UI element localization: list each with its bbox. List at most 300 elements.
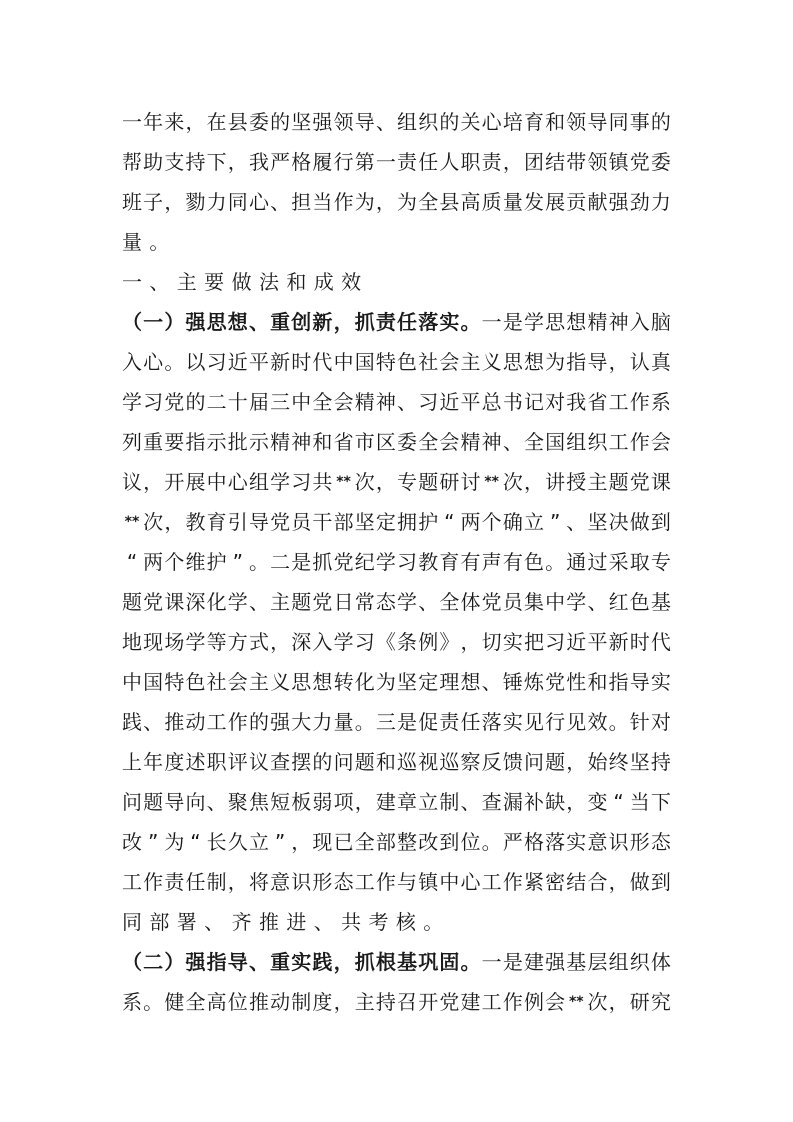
text-char: 系 (122, 990, 142, 1014)
text-char: 子 (143, 190, 164, 214)
bold-text-char: 重 (270, 310, 291, 334)
text-char: 开 (164, 470, 185, 494)
text-char: 的 (185, 390, 206, 414)
paragraph-line (122, 542, 671, 582)
text-char: 劲 (629, 190, 650, 214)
text-char: 巡 (397, 750, 418, 774)
text-char: 召 (397, 990, 418, 1014)
text-char: 持 (650, 750, 671, 774)
text-char: 工 (608, 390, 629, 414)
text-char: 。 (149, 230, 170, 254)
text-char: ， (608, 870, 629, 894)
paragraph-line (122, 502, 671, 542)
text-char: 要 (164, 430, 185, 454)
text-char: 指 (185, 430, 206, 454)
text-char: 会 (227, 670, 248, 694)
bold-text-char: ） (164, 950, 185, 974)
text-char: 会 (333, 390, 354, 414)
text-char: 县 (439, 190, 460, 214)
paragraph-line (122, 342, 671, 382)
text-char: 锤 (502, 670, 523, 694)
text-char: 已 (333, 830, 354, 854)
text-char: 我 (248, 150, 269, 174)
text-char: 行 (545, 710, 566, 734)
text-char: 会 (650, 430, 671, 454)
text-char: 力 (312, 710, 333, 734)
text-char: 一 (375, 150, 396, 174)
text-char: 作 (629, 390, 650, 414)
text-char: 主 (176, 270, 197, 294)
text-char: 声 (481, 550, 502, 574)
text-char: 核 (395, 910, 416, 934)
bold-text-char: 。 (460, 950, 481, 974)
text-char: ** (568, 994, 584, 1010)
text-char: 行 (333, 150, 354, 174)
text-char: 是 (291, 550, 312, 574)
text-char: 部 (333, 510, 354, 534)
text-char: 时 (291, 350, 312, 374)
text-char: 识 (608, 830, 629, 854)
text-char: 力 (650, 190, 671, 214)
text-char: 义 (270, 670, 291, 694)
text-char: 心 (460, 870, 481, 894)
text-char: 焦 (248, 790, 269, 814)
text-char: 、 (397, 390, 418, 414)
text-char: 确 (502, 510, 523, 534)
text-char: 合 (587, 870, 608, 894)
text-char: 学 (523, 310, 544, 334)
text-char: 为 (375, 670, 396, 694)
text-char: 专 (397, 470, 418, 494)
text-char: 识 (291, 870, 312, 894)
text-char: 持 (375, 990, 396, 1014)
paragraph-line (122, 422, 671, 462)
text-char: 取 (629, 550, 650, 574)
text-char: 、 (587, 590, 608, 614)
text-char: 缺 (545, 790, 566, 814)
text-char: 抓 (312, 550, 333, 574)
text-char: 平 (248, 350, 269, 374)
text-char: ， (164, 510, 185, 534)
text-char: 议 (248, 750, 269, 774)
paragraph-line (122, 782, 671, 822)
text-char: 态 (650, 830, 671, 854)
text-char: 思 (291, 670, 312, 694)
text-char: 切 (481, 630, 502, 654)
text-char: ” (232, 550, 243, 574)
text-char: 严 (502, 830, 523, 854)
text-char: 强 (545, 950, 566, 974)
text-char: 党 (439, 990, 460, 1014)
text-char: 学 (270, 470, 291, 494)
text-char: 第 (354, 150, 375, 174)
text-char: 书 (502, 390, 523, 414)
text-char: 查 (270, 750, 291, 774)
text-char: 市 (354, 430, 375, 454)
text-char: 主 (354, 990, 375, 1014)
text-char: 镇 (418, 870, 439, 894)
text-char: 、 (149, 270, 170, 294)
text-char: 结 (566, 870, 587, 894)
paragraph-line (122, 822, 671, 862)
paragraph-line (122, 702, 671, 742)
text-char: 来 (164, 110, 185, 134)
bold-text-char: 固 (439, 950, 460, 974)
text-char: 制 (206, 870, 227, 894)
text-char: 等 (206, 630, 227, 654)
text-char: 进 (286, 910, 307, 934)
paragraph-line (122, 662, 671, 702)
text-char: 、 (481, 670, 502, 694)
text-char: 坚 (354, 510, 375, 534)
text-char: 问 (523, 750, 544, 774)
text-char: 建 (523, 950, 544, 974)
text-char: ， (566, 750, 587, 774)
text-char: 紧 (523, 870, 544, 894)
text-char: 反 (481, 750, 502, 774)
text-char: 馈 (502, 750, 523, 774)
text-char: 板 (291, 790, 312, 814)
text-char: 把 (523, 630, 544, 654)
text-char: 度 (312, 990, 333, 1014)
text-char: 总 (481, 390, 502, 414)
text-char: 助 (143, 150, 164, 174)
text-char: 作 (375, 870, 396, 894)
text-char: 。 (248, 550, 269, 574)
text-char: 精 (460, 430, 481, 454)
text-char: 作 (333, 190, 354, 214)
text-char: 学 (122, 390, 142, 414)
text-char: 维 (185, 550, 206, 574)
text-char: 育 (439, 550, 460, 574)
text-char: 。 (423, 910, 444, 934)
text-char: 一 (122, 110, 142, 134)
paragraph-line (122, 742, 671, 782)
text-char: 会 (439, 350, 460, 374)
text-char: 转 (333, 670, 354, 694)
text-char: “ (613, 790, 624, 814)
text-char: 工 (481, 870, 502, 894)
text-char: 神 (291, 430, 312, 454)
text-char: ， (375, 190, 396, 214)
text-char: 高 (460, 190, 481, 214)
text-char: 义 (481, 350, 502, 374)
text-char: ， (523, 470, 544, 494)
text-char: 化 (206, 590, 227, 614)
text-char: 建 (460, 990, 481, 1014)
text-char: 有 (502, 550, 523, 574)
text-char: 态 (333, 870, 354, 894)
text-char: 认 (629, 350, 650, 374)
bold-text-char: 任 (397, 310, 418, 334)
text-char: 近 (566, 630, 587, 654)
text-char: 强 (608, 190, 629, 214)
text-char: 署 (176, 910, 197, 934)
text-char: 任 (460, 710, 481, 734)
text-char: 问 (333, 750, 354, 774)
text-char: 以 (185, 350, 206, 374)
text-char: 色 (397, 350, 418, 374)
text-char: ， (502, 150, 523, 174)
text-char: 国 (545, 430, 566, 454)
text-char: 展 (545, 190, 566, 214)
text-char: “ (126, 550, 138, 574)
text-char: 结 (545, 150, 566, 174)
text-char: 定 (418, 670, 439, 694)
paragraph-line (122, 942, 671, 982)
text-char: 齐 (231, 910, 252, 934)
text-char: 格 (291, 150, 312, 174)
text-char: 省 (587, 390, 608, 414)
text-char: 题 (143, 790, 164, 814)
text-char: 党 (143, 590, 164, 614)
text-char: 指 (608, 670, 629, 694)
text-char: 组 (397, 110, 418, 134)
text-char: 党 (545, 670, 566, 694)
text-char: 织 (629, 950, 650, 974)
text-char: 动 (185, 710, 206, 734)
text-char: 国 (354, 350, 375, 374)
text-char: 、 (460, 790, 481, 814)
text-char: 性 (566, 670, 587, 694)
bold-text-char: 责 (375, 310, 396, 334)
text-char: 是 (397, 710, 418, 734)
text-char: 讨 (460, 470, 481, 494)
text-char: 采 (608, 550, 629, 574)
bold-text-char: 落 (418, 310, 439, 334)
text-char: 高 (206, 990, 227, 1014)
text-char: 精 (270, 430, 291, 454)
text-char: 色 (629, 590, 650, 614)
text-char: “ (190, 830, 201, 854)
text-char: 动 (270, 990, 291, 1014)
text-char: 为 (354, 190, 375, 214)
text-char: 省 (333, 430, 354, 454)
text-char: 和 (545, 110, 566, 134)
text-char: 讲 (545, 470, 566, 494)
text-char: 记 (523, 390, 544, 414)
text-char: 究 (650, 990, 671, 1014)
text-char: 针 (629, 710, 650, 734)
text-char: 主 (270, 590, 291, 614)
text-char: 导 (587, 110, 608, 134)
text-char: 习 (354, 630, 375, 654)
text-char: 三 (270, 390, 291, 414)
text-char: 会 (545, 990, 566, 1014)
text-char: 见 (523, 710, 544, 734)
text-char: ， (270, 630, 291, 654)
text-char: 发 (523, 190, 544, 214)
paragraph-line (122, 102, 671, 142)
text-char: 促 (418, 710, 439, 734)
text-char: 想 (460, 670, 481, 694)
text-char: 贡 (566, 190, 587, 214)
text-char: 定 (375, 510, 396, 534)
text-char: 展 (185, 470, 206, 494)
section-heading (122, 262, 671, 302)
text-char: 习 (418, 390, 439, 414)
bold-text-char: （ (122, 310, 142, 334)
text-char: 推 (164, 710, 185, 734)
bold-text-char: 基 (397, 950, 418, 974)
text-char: 色 (185, 670, 206, 694)
text-char: 的 (270, 110, 291, 134)
text-char: 题 (545, 750, 566, 774)
text-char: ** (124, 514, 140, 530)
text-char: 全 (354, 830, 375, 854)
text-char: 效 (587, 710, 608, 734)
bold-text-char: 强 (185, 950, 206, 974)
text-char: 题 (354, 750, 375, 774)
text-char: 引 (227, 510, 248, 534)
text-char: 干 (312, 510, 333, 534)
text-char: 责 (397, 150, 418, 174)
text-char: 弱 (312, 790, 333, 814)
text-char: 做 (231, 270, 252, 294)
text-char: 共 (341, 910, 362, 934)
text-char: ** (484, 474, 499, 490)
text-char: 一 (481, 950, 502, 974)
text-char: 领 (566, 110, 587, 134)
text-char: 织 (587, 430, 608, 454)
text-char: ， (185, 110, 206, 134)
bold-text-char: 、 (248, 950, 269, 974)
text-char: 三 (375, 710, 396, 734)
text-char: 会 (439, 430, 460, 454)
text-char: 班 (122, 190, 142, 214)
text-char: ， (164, 190, 185, 214)
bold-text-char: 巩 (418, 950, 439, 974)
text-char: ， (566, 790, 587, 814)
text-char: 态 (375, 590, 396, 614)
text-char: 作 (629, 430, 650, 454)
text-char: 始 (587, 750, 608, 774)
text-char: 主 (460, 350, 481, 374)
text-char: 两 (460, 510, 481, 534)
paragraph-line (122, 982, 671, 1022)
text-char: ， (333, 990, 354, 1014)
text-char: 色 (523, 550, 544, 574)
text-char: 作 (502, 870, 523, 894)
text-char: 常 (354, 590, 375, 614)
text-char: 评 (227, 750, 248, 774)
paragraph-line (122, 622, 671, 662)
bold-text-char: ） (164, 310, 185, 334)
text-char: 委 (397, 430, 418, 454)
text-char: 教 (185, 510, 206, 534)
text-char: 心 (248, 190, 269, 214)
text-char: 神 (375, 390, 396, 414)
text-char: 地 (122, 630, 142, 654)
text-char: 批 (227, 430, 248, 454)
text-char: 方 (227, 630, 248, 654)
text-char: 成 (313, 270, 334, 294)
text-char: 健 (164, 990, 185, 1014)
text-char: 区 (375, 430, 396, 454)
text-char: 职 (460, 150, 481, 174)
text-char: 研 (629, 990, 650, 1014)
text-char: 届 (248, 390, 269, 414)
text-char: 二 (270, 550, 291, 574)
text-char: 做 (629, 510, 650, 534)
text-char: 入 (629, 310, 650, 334)
text-char: 我 (566, 390, 587, 414)
text-char: 思 (502, 350, 523, 374)
bold-text-char: 践 (312, 950, 333, 974)
text-char: 全 (439, 590, 460, 614)
text-char: ， (375, 470, 396, 494)
text-char: 通 (566, 550, 587, 574)
text-char: 中 (545, 590, 566, 614)
text-char: 立 (248, 830, 269, 854)
text-char: 研 (439, 470, 460, 494)
text-char: 工 (608, 430, 629, 454)
text-char: 党 (333, 550, 354, 574)
text-char: 党 (629, 150, 650, 174)
text-char: “ (444, 510, 455, 534)
text-char: 想 (312, 670, 333, 694)
text-char: 入 (122, 350, 142, 374)
text-char: 中 (333, 350, 354, 374)
text-char: ” (549, 510, 561, 534)
text-char: 摆 (291, 750, 312, 774)
text-char: 党 (270, 510, 291, 534)
text-char: 下 (206, 150, 227, 174)
text-char: 中 (291, 390, 312, 414)
text-char: 化 (354, 670, 375, 694)
text-char: 当 (312, 190, 333, 214)
text-char: 议 (122, 470, 142, 494)
text-char: 平 (587, 630, 608, 654)
text-char: 神 (608, 310, 629, 334)
text-char: 实 (650, 670, 671, 694)
text-char: 坚 (291, 110, 312, 134)
text-char: 》 (439, 630, 460, 654)
text-char: 对 (545, 390, 566, 414)
text-char: 坚 (587, 510, 608, 534)
text-char: 。 (608, 710, 629, 734)
text-char: 导 (629, 670, 650, 694)
text-char: 视 (418, 750, 439, 774)
text-char: 护 (206, 550, 227, 574)
bold-text-char: 强 (185, 310, 206, 334)
text-char: ， (460, 630, 481, 654)
text-char: 到 (439, 830, 460, 854)
text-char: 和 (587, 670, 608, 694)
text-char: 员 (291, 510, 312, 534)
text-char: 聚 (227, 790, 248, 814)
text-char: 量 (502, 190, 523, 214)
text-char: 学 (397, 590, 418, 614)
text-char: 任 (418, 150, 439, 174)
text-char: 社 (206, 670, 227, 694)
text-char: 全 (523, 430, 544, 454)
text-char: 。 (143, 990, 164, 1014)
bold-text-char: ， (333, 950, 354, 974)
paragraph-line (122, 462, 671, 502)
text-char: 职 (206, 750, 227, 774)
text-char: 践 (122, 710, 142, 734)
text-char: 导 (164, 790, 185, 814)
text-char: 、 (270, 190, 291, 214)
text-char: 落 (545, 830, 566, 854)
text-char: 补 (523, 790, 544, 814)
text-char: 课 (164, 590, 185, 614)
text-char: 习 (397, 550, 418, 574)
text-char: 习 (143, 390, 164, 414)
text-char: 授 (566, 470, 587, 494)
text-char: 开 (418, 990, 439, 1014)
